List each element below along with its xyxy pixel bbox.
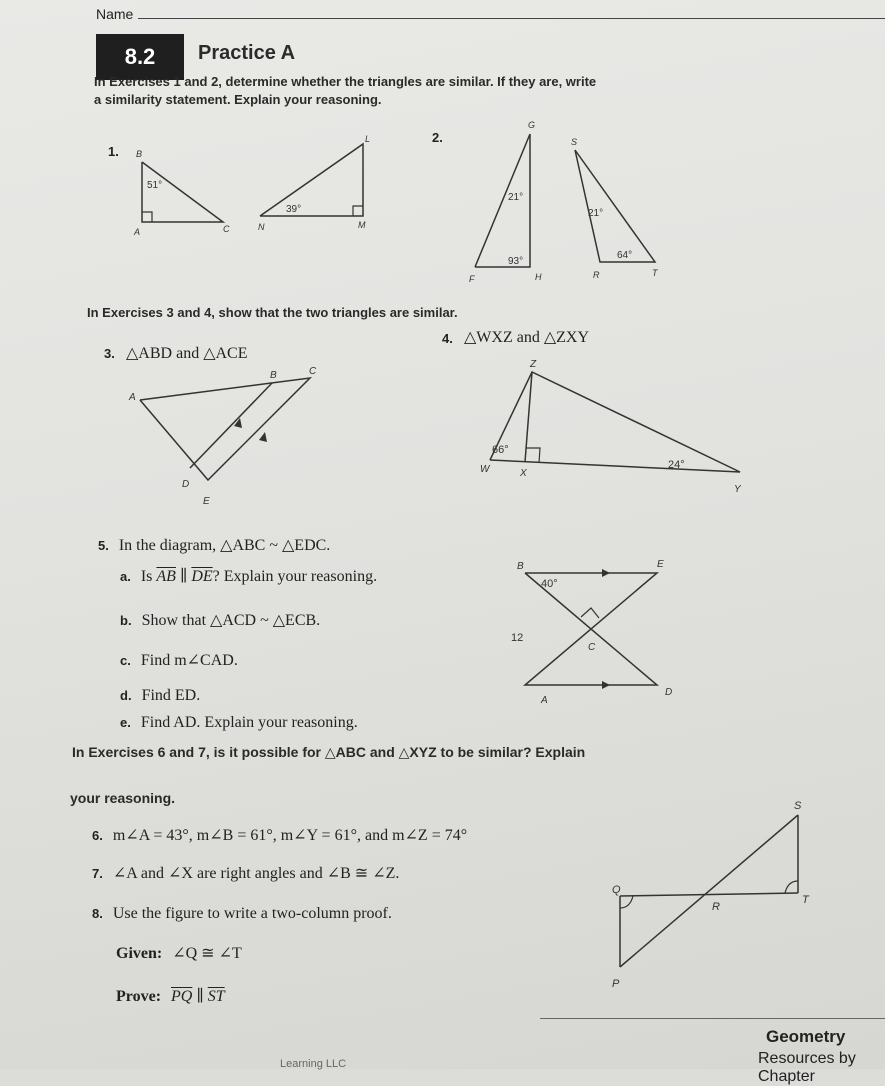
exercise-5d-label: d. (120, 688, 132, 703)
exercise-3-number: 3. (104, 346, 115, 361)
instruction-3-line1: In Exercises 6 and 7, is it possible for △ABC and △XYZ to be similar? Explain (72, 744, 586, 760)
exercise-5-stem-row (98, 535, 330, 555)
vertex-s: S (571, 137, 578, 147)
right-angle-c (581, 608, 599, 618)
exercise-5c-label: c. (120, 653, 131, 668)
exercise-8-row (92, 905, 392, 923)
exercise-5b-label: b. (120, 613, 132, 628)
vertex-b: B (517, 561, 524, 572)
parallel-arrow-bd (234, 418, 242, 428)
exercise-1-figure (120, 134, 390, 240)
angle-b-label: 51° (147, 180, 163, 191)
angle-q-arc (620, 896, 633, 908)
exercise-5a (120, 566, 377, 586)
prove-label: Prove: (116, 988, 162, 1005)
exercise-5e-text: Find AD. Explain your reasoning. (140, 714, 358, 731)
section-title: Practice A (198, 42, 296, 64)
exercise-4-text: △WXZ and △ZXY (464, 329, 590, 346)
triangle-srt (571, 137, 659, 280)
exercise-6-number: 6. (92, 828, 103, 843)
exercise-3-text: △ABD and △ACE (126, 345, 248, 362)
angle-s-label: 21° (588, 208, 604, 219)
vertex-z: Z (530, 359, 537, 370)
segment-de: $\overline{DE}$ (191, 568, 213, 585)
vertex-x: X (520, 468, 527, 479)
segment-ab: $\overline{AB}$ (156, 568, 176, 585)
vertex-g: G (528, 120, 536, 130)
footer-subtitle: Resources by Chapter (758, 1050, 856, 1085)
name-label: Name (96, 6, 134, 22)
vertex-q: Q (612, 884, 621, 896)
name-line (138, 18, 885, 19)
exercise-5d-text: Find ED. (141, 687, 201, 704)
segment-bd (190, 383, 272, 468)
vertex-b: B (136, 149, 143, 159)
exercise-5a-label: a. (120, 569, 131, 584)
exercise-5b-text: Show that △ACD ~ △ECB. (141, 612, 321, 629)
vertex-s: S (794, 800, 802, 812)
exercise-7-text: ∠A and ∠X are right angles and ∠B ≅ ∠Z. (112, 865, 400, 882)
segment-pq: $\overline{PQ}$ (171, 988, 193, 1005)
footer-rule (540, 1018, 885, 1019)
exercise-3-figure (120, 362, 335, 512)
triangle-fgh (469, 120, 542, 284)
footer-book-title: Geometry (766, 1027, 846, 1046)
vertex-e: E (203, 496, 210, 507)
instruction-2: In Exercises 3 and 4, show that the two triangles are similar. (87, 305, 458, 320)
vertex-p: P (612, 978, 620, 990)
vertex-h: H (535, 272, 542, 282)
angle-g-label: 21° (508, 192, 524, 203)
exercise-6-row (92, 825, 467, 845)
exercise-5a-pre: Is (140, 568, 157, 585)
given-row (116, 943, 242, 963)
segment-st: $\overline{ST}$ (207, 988, 225, 1005)
exercise-5c-text: Find m∠CAD. (140, 652, 238, 669)
side-ab-label: 12 (511, 632, 524, 644)
exercise-7-row (92, 863, 399, 883)
vertex-t: T (802, 894, 809, 906)
exercise-2-figure (455, 112, 675, 287)
section-badge: 8.2 (96, 34, 184, 80)
segment-sp (620, 815, 798, 967)
vertex-l: L (365, 134, 371, 144)
angle-n-label: 39° (286, 204, 302, 215)
given-label: Given: (116, 945, 163, 962)
exercise-8-number: 8. (92, 906, 103, 921)
parallel-arrow-ad (602, 681, 610, 689)
exercise-5a-post: ? Explain your reasoning. (212, 568, 378, 585)
exercise-2-number: 2. (432, 130, 443, 145)
exercise-8-figure (600, 795, 830, 995)
vertex-a: A (541, 695, 548, 706)
vertex-a: A (134, 227, 141, 237)
vertex-r: R (593, 270, 600, 280)
parallel-symbol: ∥ (192, 988, 208, 1005)
vertex-a: A (129, 392, 136, 403)
vertex-d: D (182, 479, 190, 490)
exercise-6-text: m∠A = 43°, m∠B = 61°, m∠Y = 61°, and m∠Z = 74° (112, 827, 468, 844)
angle-b-label: 40° (541, 578, 558, 590)
vertex-m: M (358, 220, 366, 230)
exercise-8-text: Use the figure to write a two-column proof. (112, 905, 392, 922)
vertex-b: B (270, 370, 277, 381)
segment-qt (620, 893, 798, 896)
instruction-3-line2: your reasoning. (70, 790, 176, 806)
exercise-5c (120, 650, 238, 670)
exercise-5-number: 5. (98, 538, 109, 553)
exercise-5d (120, 687, 200, 705)
footer-publisher: Learning LLC (280, 1058, 347, 1070)
vertex-d: D (665, 687, 673, 698)
instruction-1-line1: In Exercises 1 and 2, determine whether the triangles are similar. If they are, write (94, 74, 597, 89)
parallel-symbol: ∥ (175, 568, 192, 585)
exercise-5-figure (505, 555, 690, 710)
vertex-f: F (469, 274, 475, 284)
angle-y-label: 24° (668, 459, 685, 471)
vertex-r: R (712, 901, 720, 913)
parallel-arrow-be (602, 569, 610, 577)
triangle-abc (133, 149, 230, 237)
angle-r-label: 64° (617, 250, 633, 261)
vertex-c: C (588, 642, 596, 653)
exercise-5e-label: e. (120, 715, 131, 730)
exercise-4-number: 4. (442, 331, 453, 346)
vertex-c: C (223, 224, 230, 234)
exercise-5b (120, 610, 320, 630)
prove-row (116, 986, 225, 1006)
vertex-y: Y (734, 484, 741, 495)
instruction-1-line2: a similarity statement. Explain your reasoning. (94, 92, 382, 107)
angle-h-label: 93° (508, 256, 524, 267)
triangle-lnm (258, 134, 370, 232)
exercise-7-number: 7. (92, 866, 103, 881)
right-angle-x (526, 448, 540, 463)
vertex-w: W (480, 464, 490, 475)
angle-t-arc (785, 881, 798, 893)
angle-w-label: 66° (492, 444, 509, 456)
exercise-4-figure (470, 350, 760, 500)
triangle-ace (140, 378, 310, 480)
parallel-arrow-ce (259, 432, 267, 442)
vertex-n: N (258, 222, 265, 232)
vertex-e: E (657, 559, 664, 570)
exercise-5e (120, 714, 358, 732)
vertex-c: C (309, 366, 317, 377)
exercise-1-number: 1. (108, 144, 119, 159)
given-text: ∠Q ≅ ∠T (172, 945, 242, 962)
exercise-5-stem: In the diagram, △ABC ~ △EDC. (118, 537, 331, 554)
vertex-t: T (652, 268, 658, 278)
